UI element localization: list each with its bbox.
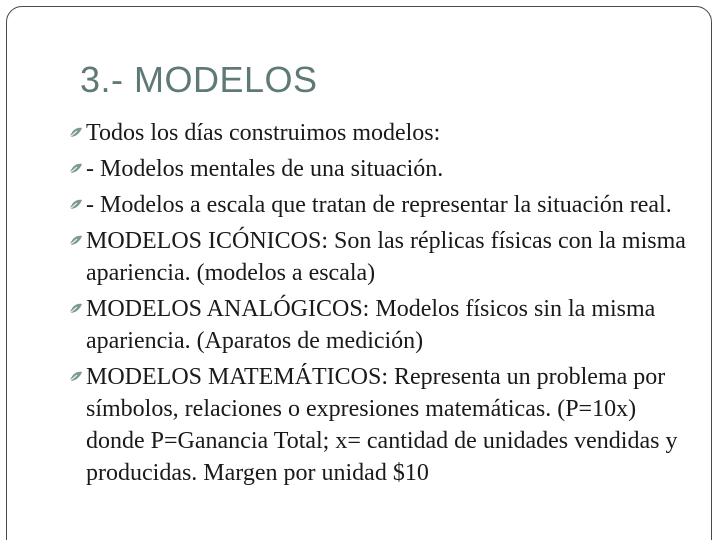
leaf-bullet-icon <box>68 369 84 385</box>
bullet-item-4 <box>70 225 690 289</box>
bullet-text: Todos los días construimos modelos: <box>86 120 441 146</box>
bullet-item-3 <box>70 189 690 221</box>
bullet-text: MODELOS MATEMÁTICOS: Representa un problema por símbolos, relaciones o expresiones matemáticas. (P=10x) donde P=Ganancia Total; x= cantidad de unidades vendidas y producidas. Margen por unidad $10 <box>86 364 678 486</box>
bullet-text: MODELOS ICÓNICOS: Son las réplicas físicas con la misma apariencia. (modelos a escala) <box>86 228 686 286</box>
leaf-bullet-icon <box>68 197 84 213</box>
bullet-text: MODELOS ANALÓGICOS: Modelos físicos sin la misma apariencia. (Aparatos de medición) <box>86 296 656 354</box>
bullet-item-1 <box>70 117 690 149</box>
bullet-text: - Modelos a escala que tratan de representar la situación real. <box>86 192 672 218</box>
leaf-bullet-icon <box>68 301 84 317</box>
bullet-item-6 <box>70 361 690 489</box>
leaf-bullet-icon <box>68 161 84 177</box>
leaf-bullet-icon <box>68 233 84 249</box>
bullet-list <box>70 117 690 493</box>
bullet-item-2 <box>70 153 690 185</box>
bullet-item-5 <box>70 293 690 357</box>
slide-title: 3.- MODELOS <box>80 59 318 100</box>
bullet-text: - Modelos mentales de una situación. <box>86 156 444 182</box>
leaf-bullet-icon <box>68 125 84 141</box>
